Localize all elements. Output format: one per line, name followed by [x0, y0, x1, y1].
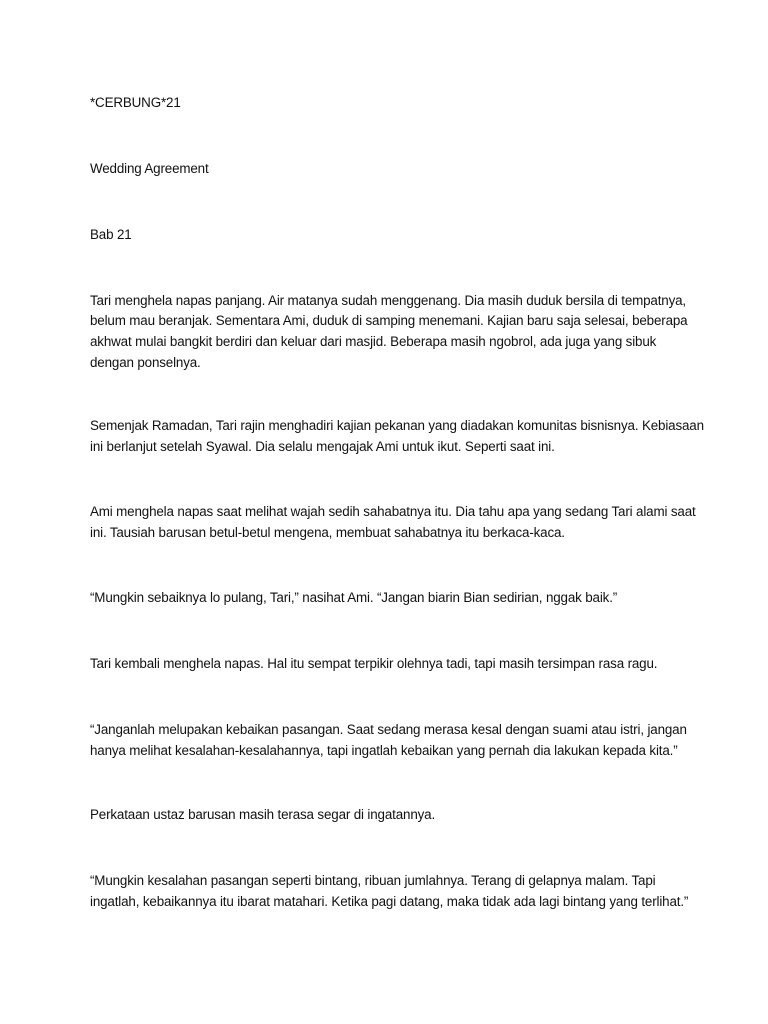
- chapter-heading: Bab 21: [90, 227, 132, 242]
- text-line: ini. Tausiah barusan betul-betul mengena, membuat sahabatnya itu berkaca-kaca.: [90, 525, 565, 540]
- text-line: dengan ponselnya.: [90, 355, 201, 370]
- text-line: “Mungkin kesalahan pasangan seperti bintang, ribuan jumlahnya. Terang di gelapnya malam. Tapi: [90, 873, 656, 888]
- text-line: “Mungkin sebaiknya lo pulang, Tari,” nasihat Ami. “Jangan biarin Bian sedirian, nggak baik.”: [90, 590, 618, 605]
- text-line: belum mau beranjak. Sementara Ami, duduk di samping menemani. Kajian baru saja selesai, beberapa: [90, 313, 688, 328]
- text-line: hanya melihat kesalahan-kesalahannya, tapi ingatlah kebaikan yang pernah dia lakukan kepada kita.”: [90, 743, 678, 758]
- text-line: Tari menghela napas panjang. Air matanya sudah menggenang. Dia masih duduk bersila di tempatnya,: [90, 293, 686, 308]
- text-line: Perkataan ustaz barusan masih terasa segar di ingatannya.: [90, 807, 436, 822]
- text-line: ingatlah, kebaikannya itu ibarat matahari. Ketika pagi datang, maka tidak ada lagi bintang yang terlihat.”: [90, 894, 689, 909]
- text-line: Ami menghela napas saat melihat wajah sedih sahabatnya itu. Dia tahu apa yang sedang Tari alami saat: [90, 504, 696, 519]
- text-line: Tari kembali menghela napas. Hal itu sempat terpikir olehnya tadi, tapi masih tersimpan rasa ragu.: [90, 656, 658, 671]
- document-title: Wedding Agreement: [90, 161, 209, 176]
- text-line: ini berlanjut setelah Syawal. Dia selalu mengajak Ami untuk ikut. Seperti saat ini.: [90, 439, 555, 454]
- text-line: “Janganlah melupakan kebaikan pasangan. Saat sedang merasa kesal dengan suami atau istri, jangan: [90, 722, 687, 737]
- text-line: akhwat mulai bangkit berdiri dan keluar dari masjid. Beberapa masih ngobrol, ada juga yang sibuk: [90, 334, 657, 349]
- text-line: Semenjak Ramadan, Tari rajin menghadiri kajian pekanan yang diadakan komunitas bisnisnya. Kebiasaan: [90, 418, 704, 433]
- document-header: *CERBUNG*21: [90, 95, 181, 110]
